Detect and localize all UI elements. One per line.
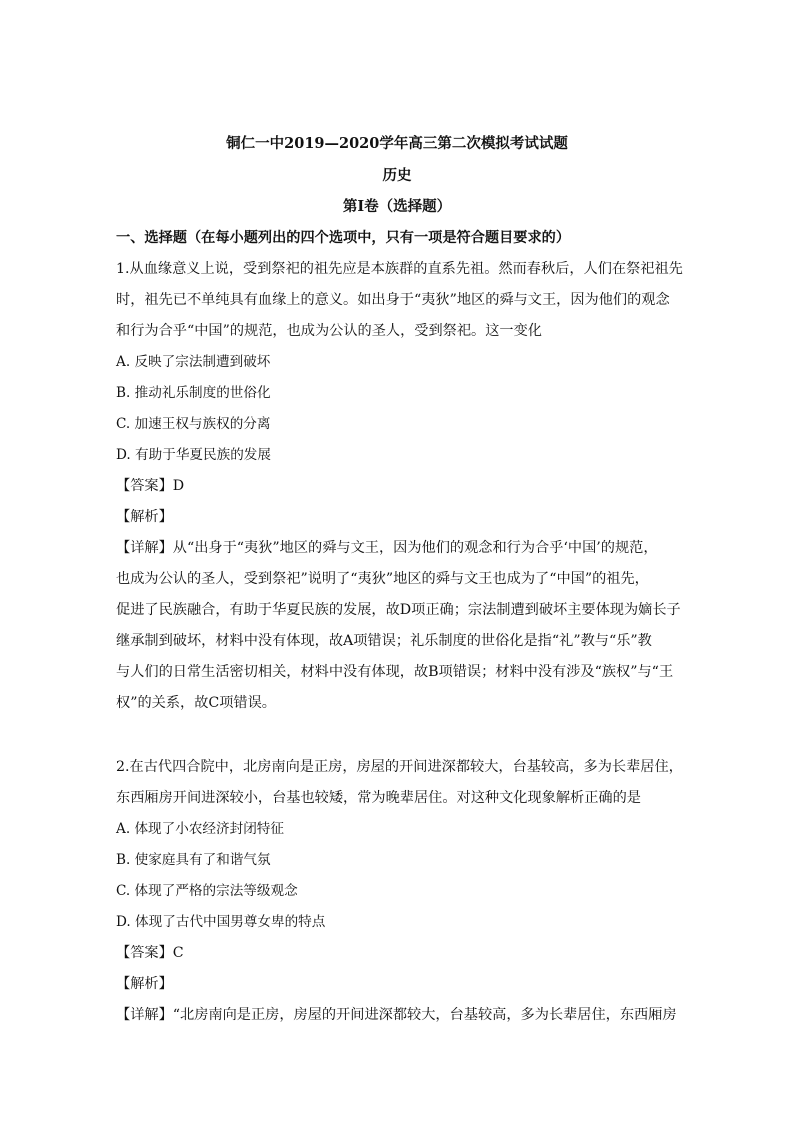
question-1-analysis-label: 【解析】 — [116, 509, 173, 525]
question-2-stem-line: 2.在古代四合院中，北房南向是正房，房屋的开间进深都较大，台基较高，多为长辈居住， — [116, 759, 683, 775]
answer-value: C — [172, 945, 184, 961]
question-2-detail-line — [116, 1005, 677, 1025]
question-2-option-c: C. 体现了严格的宗法等级观念 — [116, 883, 298, 899]
question-1-option-c: C. 加速王权与族权的分离 — [116, 416, 271, 432]
detail-label: 【详解】 — [116, 1007, 173, 1023]
answer-label: 【答案】 — [116, 945, 173, 961]
question-1-detail-line: 促进了民族融合，有助于华夏民族的发展，故D项正确；宗法制遭到破坏主要体现为嫡长子 — [116, 602, 681, 618]
question-1-stem-line: 1.从血缘意义上说，受到祭祀的祖先应是本族群的直系先祖。然而春秋后，人们在祭祀祖先 — [116, 261, 683, 277]
question-2-option-d: D. 体现了古代中国男尊女卑的特点 — [116, 914, 326, 930]
question-2-analysis-label: 【解析】 — [116, 976, 173, 992]
question-2-option-a: A. 体现了小农经济封闭特征 — [116, 821, 284, 837]
detail-label: 【详解】 — [116, 540, 173, 556]
question-1-detail-line: 继承制到破坏，材料中没有体现，故A项错误；礼乐制度的世俗化是指“礼”教与“乐”教 — [116, 633, 652, 649]
detail-text: “北房南向是正房，房屋的开间进深都较大，台基较高，多为长辈居住，东西厢房 — [172, 1007, 677, 1023]
question-2-stem-line: 东西厢房开间进深较小，台基也较矮，常为晚辈居住。对这种文化现象解析正确的是 — [116, 790, 641, 806]
question-1-stem-line: 时，祖先已不单纯具有血缘上的意义。如出身于“夷狄”地区的舜与文王，因为他们的观念 — [116, 292, 670, 308]
detail-text: 从“出身于“夷狄”地区的舜与文王，因为他们的观念和行为合乎‘中国’的规范， — [172, 540, 658, 556]
volume-title: 第Ⅰ卷（选择题） — [342, 198, 452, 215]
question-1-option-b: B. 推动礼乐制度的世俗化 — [116, 385, 271, 401]
answer-label: 【答案】 — [116, 478, 173, 494]
subject-title: 历史 — [382, 167, 412, 184]
question-1-detail-line — [116, 538, 658, 558]
question-1-answer — [116, 476, 184, 496]
answer-value: D — [172, 478, 185, 494]
question-2-answer — [116, 943, 184, 963]
question-2-option-b: B. 使家庭具有了和谐气氛 — [116, 852, 271, 868]
question-1-detail-line: 也成为公认的圣人，受到祭祀”说明了“夷狄”地区的舜与文王也成为了“中国”的祖先， — [116, 571, 649, 587]
exam-title: 铜仁一中2019—2020学年高三第二次模拟考试试题 — [226, 135, 568, 152]
question-1-option-d: D. 有助于华夏民族的发展 — [116, 447, 271, 463]
question-1-detail-line: 与人们的日常生活密切相关，材料中没有体现，故B项错误；材料中没有涉及“族权”与“王 — [116, 664, 674, 680]
question-1-detail-line: 权”的关系，故C项错误。 — [116, 695, 276, 711]
section-heading: 一、选择题（在每小题列出的四个选项中，只有一项是符合题目要求的） — [116, 230, 571, 246]
question-1-stem-line: 和行为合乎“中国”的规范，也成为公认的圣人，受到祭祀。这一变化 — [116, 323, 542, 339]
question-1-option-a: A. 反映了宗法制遭到破坏 — [116, 354, 271, 370]
